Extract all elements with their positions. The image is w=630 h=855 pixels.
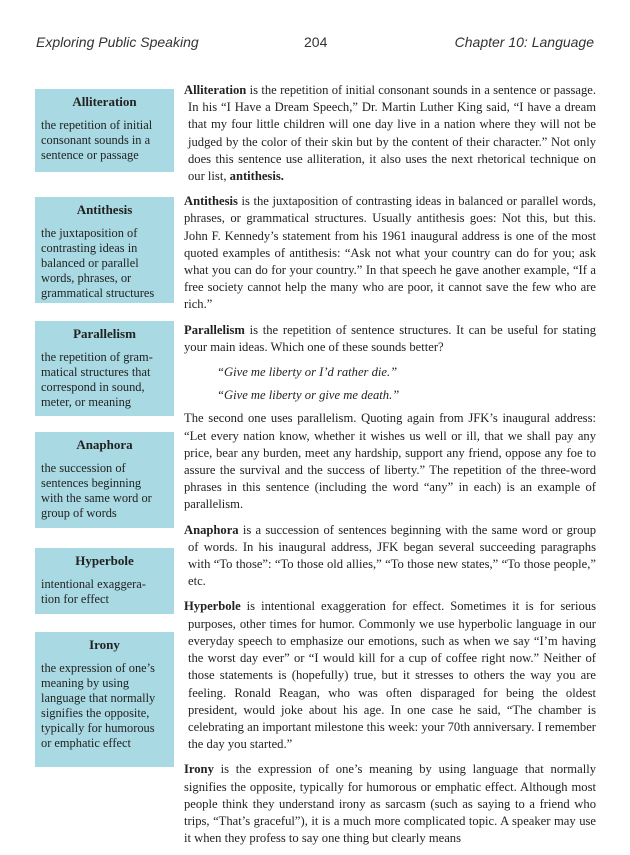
sidebar-definition: the repetition of initial consonant sounds in a sentence or passage bbox=[41, 118, 153, 162]
paragraph-anaphora bbox=[184, 522, 596, 591]
sidebar-term: Anaphora bbox=[76, 437, 133, 452]
term-anaphora: Anaphora bbox=[184, 522, 239, 537]
sidebar-box-anaphora bbox=[35, 432, 174, 528]
sidebar-definition: the juxtaposition of contrasting ideas in balanced or parallel words, phrases, or grammatical structures bbox=[41, 226, 155, 300]
page-number: 204 bbox=[304, 34, 328, 50]
sidebar-box-alliteration bbox=[35, 89, 174, 172]
sidebar-definition: the repetition of gram- matical structures that correspond in sound, meter, or meaning bbox=[41, 350, 153, 409]
page-header bbox=[36, 34, 594, 54]
paragraph-text: is intentional exaggeration for effect. Sometimes it is for serious purposes, other times for humor. Commonly we use hyperbolic language in our everyday speech to emphasize our emotions, such as when we say “I’m having the worst day ever” or “I would kill for a cup of coffee right now.” Neither of those statements is (hopefully) true, but it stresses to others the way you are feeling. Ronald Reagan, who was often disparaged for being the oldest president, would joke about his age. In one case he said, “The chamber is celebrating an important milestone this week: your 70th anniversary. I remember the day you started.” bbox=[188, 599, 596, 752]
term-irony: Irony bbox=[184, 762, 214, 777]
paragraph-text: is the expression of one’s meaning by using language that normally signifies the opposite, typically for humorous or emphatic effect. Although most people think they understand irony as sarcasm (such as saying to a friend who trips, “That’s graceful”), it is a much more complicated topic. A speaker may use it when they profess to say one thing but clearly means bbox=[184, 762, 596, 846]
book-title: Exploring Public Speaking bbox=[36, 34, 199, 50]
sidebar-term: Hyperbole bbox=[75, 553, 134, 568]
sidebar-box-antithesis bbox=[35, 197, 174, 303]
paragraph-text: is the repetition of sentence structures. It can be useful for stating your main ideas. Which one of these sounds better? bbox=[184, 322, 596, 354]
paragraph-antithesis bbox=[184, 193, 596, 313]
sidebar-box-irony bbox=[35, 632, 174, 767]
term-emphasis: antithesis. bbox=[229, 169, 284, 184]
sidebar-box-hyperbole bbox=[35, 548, 174, 614]
sidebar-term: Alliteration bbox=[72, 94, 137, 109]
body-text bbox=[184, 82, 596, 855]
sidebar-term: Irony bbox=[89, 637, 120, 652]
quote-2: “Give me liberty or give me death.” bbox=[217, 388, 400, 403]
sidebar-box-parallelism bbox=[35, 321, 174, 416]
term-hyperbole: Hyperbole bbox=[184, 599, 241, 614]
paragraph-irony bbox=[184, 761, 596, 847]
sidebar-term: Parallelism bbox=[73, 326, 136, 341]
paragraph-alliteration bbox=[184, 82, 596, 185]
paragraph-text: is the repetition of initial consonant sounds in a sentence or passage. In his “I Have a Dream Speech,” Dr. Martin Luther King said, “I have a dream that my four little children will one day live in a nation where they will not be judged by the color of their skin but by the content of their character.” Not only does this sentence use alliteration, it also uses the next rhetorical technique on our list, bbox=[188, 83, 596, 184]
paragraph-parallelism-followup: The second one uses parallelism. Quoting again from JFK’s inaugural address: “Let every nation know, whether it wishes us well or ill, that we shall pay any price, bear any burden, meet any hardship, support any friend, oppose any foe to assure the survival and the success of liberty.” The repetition of the three-word phrases in this sentence (including the word “any” in each) is an example of parallelism. bbox=[184, 411, 596, 512]
term-alliteration: Alliteration bbox=[184, 83, 247, 97]
sidebar-definition: the succession of sentences beginning with the same word or group of words bbox=[41, 461, 152, 520]
paragraph-parallelism bbox=[184, 322, 596, 356]
quote-1: “Give me liberty or I’d rather die.” bbox=[217, 365, 398, 380]
paragraph-text: is a succession of sentences beginning with the same word or group of words. In his inaugural address, JFK began several succeeding paragraphs with “To those”: “To those old allies,” “To those new states,” “To those people,” etc. bbox=[188, 522, 596, 589]
chapter-title: Chapter 10: Language bbox=[454, 34, 594, 50]
sidebar-term: Antithesis bbox=[76, 202, 133, 217]
paragraph-text: is the juxtaposition of contrasting ideas in balanced or parallel words, phrases, or grammatical structures. Usually antithesis goes: Not this, but this. John F. Kennedy’s statement from his 1961 inaugural address is one of the most quoted examples of antithesis: “Ask not what your country can do for you; ask what you can do for your country.” In that speech he gave another example, “If a free society cannot help the many who are poor, it cannot save the few who are rich.” bbox=[184, 194, 596, 312]
term-parallelism: Parallelism bbox=[184, 322, 245, 337]
term-antithesis: Antithesis bbox=[184, 194, 238, 209]
sidebar-definition: intentional exaggera- tion for effect bbox=[41, 577, 146, 606]
paragraph-hyperbole bbox=[184, 598, 596, 753]
sidebar-definition: the expression of one’s meaning by using language that normally signifies the opposite, typically for humorous or emphatic effect bbox=[41, 661, 156, 750]
